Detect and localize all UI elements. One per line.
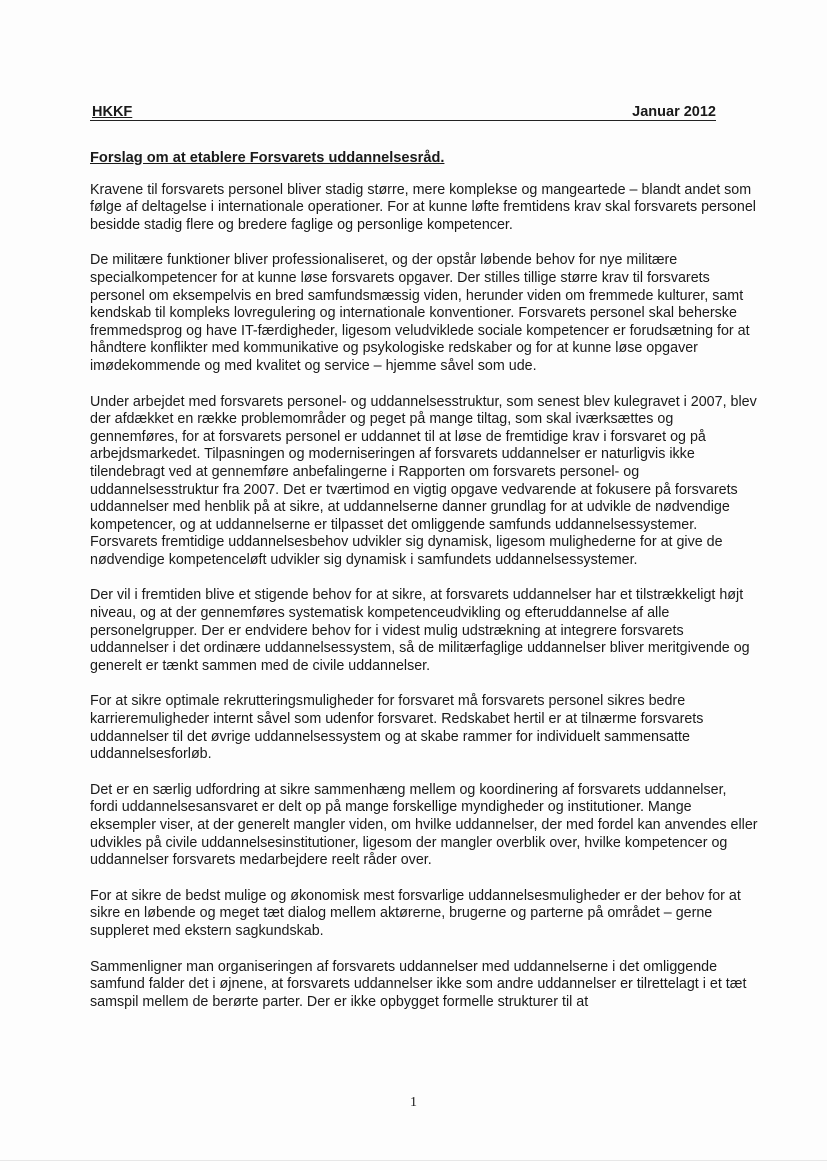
header-date: Januar 2012: [632, 104, 716, 120]
paragraph-2: De militære funktioner bliver professionaliseret, og der opstår løbende behov for nye militære specialkompetencer for at kunne løse forsvarets opgaver. Der stilles tillige større krav til forsvarets personel om eksempelvis en bred samfundsmæssig viden, herunder viden om fremmede kulturer, samt kendskab til kompleks lovregulering og internationale konventioner. Forsvarets personel skal beherske fremmedsprog og have IT-færdigheder, ligesom veludviklede sociale kompetencer er forudsætning for at håndtere konflikter med kommunikative og psykologiske redskaber og for at kunne løse opgaver imødekommende og med kvalitet og service – hjemme såvel som ude.: [90, 252, 750, 374]
paragraph-7: For at sikre de bedst mulige og økonomisk mest forsvarlige uddannelsesmuligheder er der behov for at sikre en løbende og meget tæt dialog mellem aktørerne, brugerne og parterne på området – gerne suppleret med ekstern sagkundskab.: [90, 887, 741, 939]
document-body: [90, 150, 758, 1029]
paragraph-3: Under arbejdet med forsvarets personel- og uddannelsesstruktur, som senest blev kulegravet i 2007, blev der afdækket en række problemområder og peget på mange tiltag, som skal iværksættes og gennemføres, for at forsvarets personel er uddannet til at løse de fremtidige krav i forsvaret og på arbejdsmarkedet. Tilpasningen og moderniseringen af forsvarets uddannelser er naturligvis ikke tilendebragt ved at gennemføre anbefalingerne i Rapporten om forsvarets personel- og uddannelsesstruktur fra 2007. Det er tværtimod en vigtig opgave vedvarende at fokusere på forsvarets uddannelser med henblik på at sikre, at uddannelserne danner grundlag for at udvikle de nødvendige kompetencer, og at uddannelserne er tilpasset det omliggende samfunds uddannelsessystemer. Forsvarets fremtidige uddannelsesbehov udvikler sig dynamisk, ligesom mulighederne for at give de nødvendige kompetenceløft udvikler sig dynamisk i samfundets uddannelsessystemer.: [90, 393, 757, 568]
page-number: 1: [410, 1095, 417, 1110]
paragraph-4: Der vil i fremtiden blive et stigende behov for at sikre, at forsvarets uddannelser har et tilstrækkeligt højt niveau, og at der gennemføres systematisk kompetenceudvikling og efteruddannelse af alle personelgrupper. Der er endvidere behov for i videst mulig udstrækning at integrere forsvarets uddannelser i det ordinære uddannelsessystem, så de militærfaglige uddannelser bliver meritgivende og generelt er tænkt sammen med de civile uddannelser.: [90, 587, 750, 674]
header-organization: HKKF: [92, 104, 133, 120]
paragraph-8: Sammenligner man organiseringen af forsvarets uddannelser med uddannelserne i det omliggende samfund falder det i øjnene, at forsvarets uddannelser ikke som andre uddannelser er tilrettelagt i et tæt samspil mellem de berørte parter. Der er ikke opbygget formelle strukturer til at: [90, 958, 747, 1010]
paragraph-6: Det er en særlig udfordring at sikre sammenhæng mellem og koordinering af forsvarets uddannelser, fordi uddannelsesansvaret er delt op på mange forskellige myndigheder og institutioner. Mange eksempler viser, at der generelt mangler viden, om hvilke uddannelser, der med fordel kan anvendes eller udvikles på civile uddannelsesinstitutioner, ligesom der mangler overblik over, hvilke kompetencer og uddannelser forsvarets medarbejdere reelt råder over.: [90, 781, 758, 869]
paragraph-1: Kravene til forsvarets personel bliver stadig større, mere komplekse og mangeartede – blandt andet som følge af deltagelse i internationale operationer. For at kunne løfte fremtidens krav skal forsvarets personel besidde stadig flere og bredere faglige og personlige kompetencer.: [90, 181, 756, 233]
scan-edge-divider: [0, 1160, 827, 1161]
document-title: Forslag om at etablere Forsvarets uddannelsesråd.: [90, 150, 445, 166]
paragraph-5: For at sikre optimale rekrutteringsmuligheder for forsvaret må forsvarets personel sikres bedre karrieremuligheder internt såvel som udenfor forsvaret. Redskabet hertil er at tilnærme forsvarets uddannelser til det øvrige uddannelsessystem og at skabe rammer for individuelt sammensatte uddannelsesforløb.: [90, 693, 704, 763]
header-rule: [90, 120, 716, 121]
